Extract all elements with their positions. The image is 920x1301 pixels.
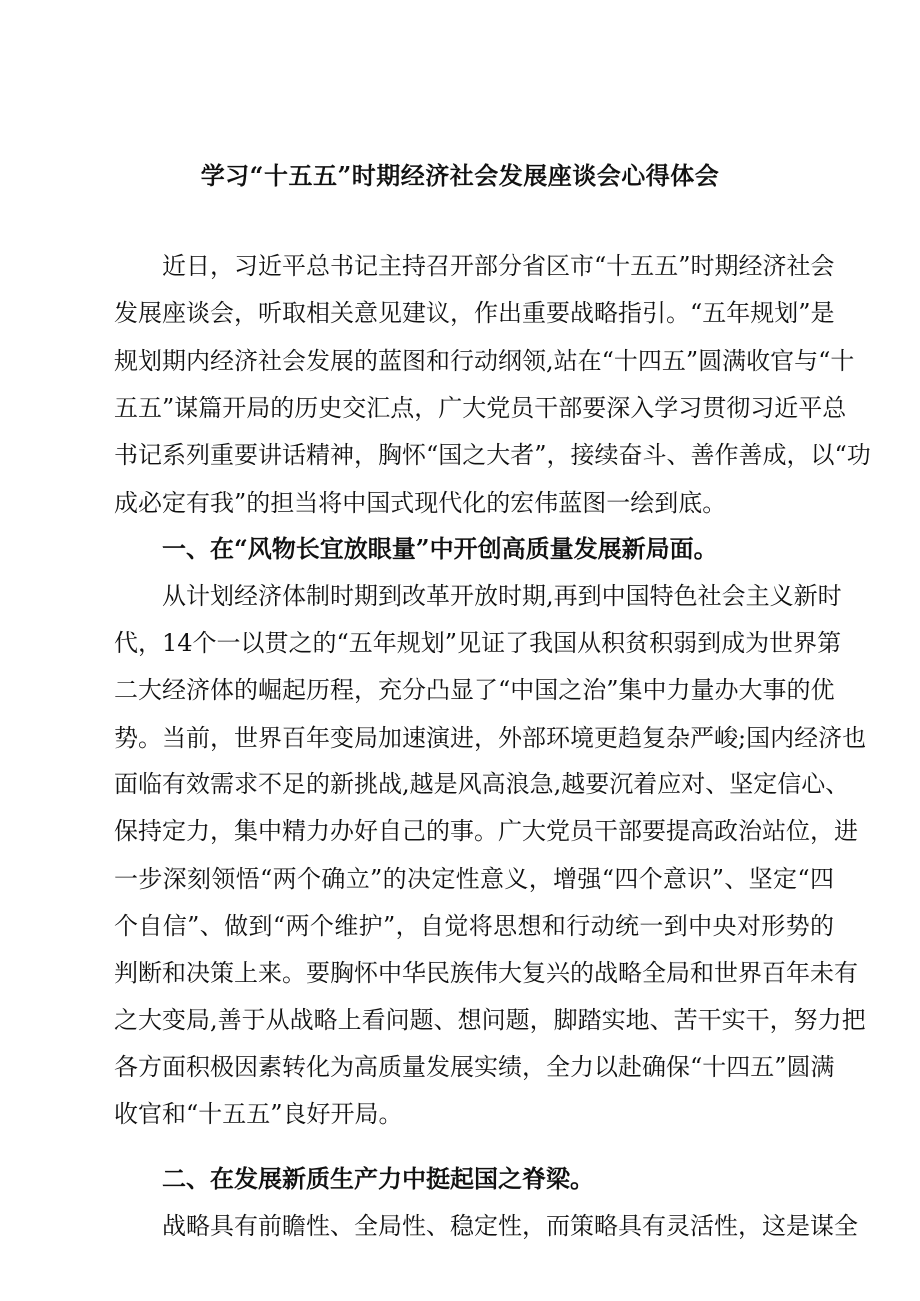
section-1-line: 收官和“十五五”良好开局。: [114, 1100, 403, 1128]
section-2-line: 战略具有前瞻性、全局性、稳定性，而策略具有灵活性，这是谋全: [114, 1212, 858, 1240]
section-1-line: 从计划经济体制时期到改革开放时期,再到中国特色社会主义新时: [114, 582, 842, 610]
section-1-line: 势。当前，世界百年变局加速演进，外部环境更趋复杂严峻;国内经济也: [114, 724, 867, 752]
section-1-line: 之大变局,善于从战略上看问题、想问题，脚踏实地、苦干实干，努力把: [114, 1006, 866, 1034]
section-1-heading: 一、在“风物长宜放眼量”中开创高质量发展新局面。: [114, 534, 718, 563]
section-2-heading: 二、在发展新质生产力中挺起国之脊梁。: [114, 1164, 594, 1193]
section-1-line: 保持定力，集中精力办好自己的事。广大党员干部要提高政治站位，进: [114, 817, 858, 845]
intro-line: 书记系列重要讲话精神，胸怀“国之大者”，接续奋斗、善作善成，以“功: [114, 441, 871, 469]
intro-line: 近日，习近平总书记主持召开部分省区市“十五五”时期经济社会: [114, 252, 835, 280]
intro-line: 规划期内经济社会发展的蓝图和行动纲领,站在“十四五”圆满收官与“十: [114, 347, 855, 375]
section-1-line: 一步深刻领悟“两个确立”的决定性意义，增强“四个意识”、坚定“四: [114, 865, 834, 893]
intro-line: 五五”谋篇开局的历史交汇点，广大党员干部要深入学习贯彻习近平总: [114, 394, 847, 422]
section-1-line: 个自信”、做到“两个维护”，自觉将思想和行动统一到中央对形势的: [114, 912, 834, 940]
section-1-line: 各方面积极因素转化为高质量发展实绩，全力以赴确保“十四五”圆满: [114, 1053, 835, 1081]
section-1-line: 代，14个一以贯之的“五年规划”见证了我国从积贫积弱到成为世界第: [114, 629, 842, 657]
intro-line: 成必定有我”的担当将中国式现代化的宏伟蓝图一绘到底。: [114, 489, 727, 517]
section-1-line: 判断和决策上来。要胸怀中华民族伟大复兴的战略全局和世界百年未有: [114, 959, 858, 987]
document-title: 学习“十五五”时期经济社会发展座谈会心得体会: [200, 161, 720, 190]
section-1-line: 面临有效需求不足的新挑战,越是风高浪急,越要沉着应对、坚定信心、: [114, 770, 850, 798]
section-1-line: 二大经济体的崛起历程，充分凸显了“中国之治”集中力量办大事的优: [114, 676, 835, 704]
intro-line: 发展座谈会，听取相关意见建议，作出重要战略指引。“五年规划”是: [114, 299, 835, 327]
